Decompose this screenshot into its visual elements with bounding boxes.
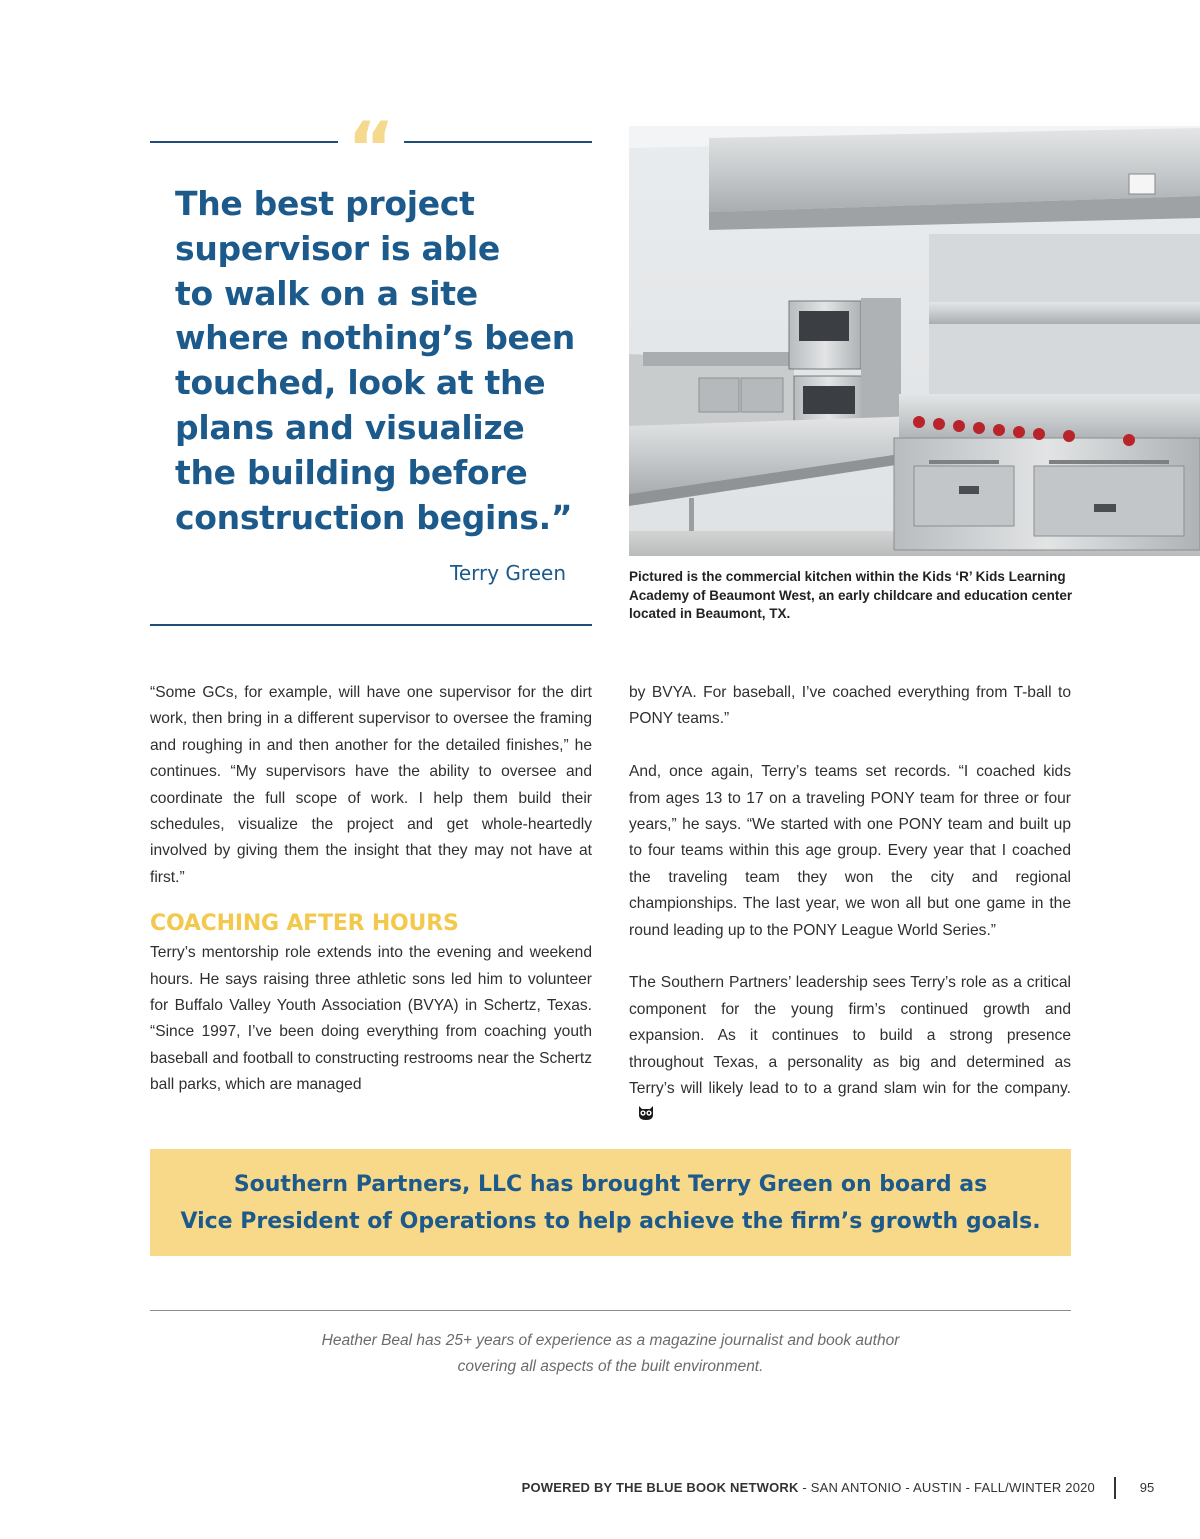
- body-paragraph: And, once again, Terry’s teams set records. “I coached kids from ages 13 to 17 on a traveling PONY team for three or four years,” he says. “We started with one PONY team and built up to four teams within this age group. Every year that I coached the traveling team they won the city and regional championships. The last year, we won all but one game in the round leading up to the PONY League World Series.”: [629, 763, 1071, 939]
- quote-mark-icon: “: [347, 106, 395, 190]
- quote-top-rule-right: [404, 141, 592, 143]
- article-right-column: [629, 680, 1071, 1129]
- article-left-column: [150, 680, 592, 1099]
- page-footer: [300, 1479, 1095, 1497]
- highlight-callout-box: [150, 1149, 1071, 1256]
- footer-divider: [1114, 1477, 1116, 1499]
- body-paragraph: by BVYA. For baseball, I’ve coached everything from T-ball to PONY teams.”: [629, 684, 1071, 728]
- page-number: 95: [1139, 1480, 1155, 1495]
- pull-quote-text: The best project supervisor is able to walk on a site where nothing’s been touched, look at the plans and visualize the building before construction begins.”: [175, 184, 575, 537]
- body-paragraph-text: The Southern Partners’ leadership sees Terry’s role as a critical component for the young firm’s continued growth and expansion. As it continues to build a strong presence throughout Texas, a personality as big and determined as Terry’s will likely lead to to a grand slam win for the company.: [629, 974, 1071, 1098]
- pull-quote-author: Terry Green: [450, 561, 566, 585]
- quote-top-rule-left: [150, 141, 338, 143]
- quote-bottom-rule: [150, 624, 592, 626]
- section-heading: COACHING AFTER HOURS: [150, 911, 459, 937]
- photo-caption: Pictured is the commercial kitchen within the Kids ‘R’ Kids Learning Academy of Beaumont West, an early childcare and education center located in Beaumont, TX.: [629, 569, 1073, 621]
- author-bio: Heather Beal has 25+ years of experience as a magazine journalist and book author covering all aspects of the built environment.: [321, 1332, 900, 1375]
- bio-divider: [150, 1310, 1071, 1311]
- body-paragraph-final: [629, 970, 1071, 1128]
- owl-end-mark-icon: [637, 1105, 655, 1121]
- footer-details: - SAN ANTONIO - AUSTIN - FALL/WINTER 2020: [798, 1480, 1095, 1495]
- body-paragraph: “Some GCs, for example, will have one supervisor for the dirt work, then bring in a different supervisor to oversee the framing and roughing in and then another for the detailed finishes,” he continues. “My supervisors have the ability to oversee and coordinate the full scope of work. I help them build their schedules, visualize the project and get whole-heartedly involved by giving them the insight that they may not have at first.”: [150, 684, 592, 886]
- footer-brand: POWERED BY THE BLUE BOOK NETWORK: [521, 1480, 799, 1495]
- highlight-callout-text: Southern Partners, LLC has brought Terry Green on board as Vice President of Operations to help achieve the firm’s growth goals.: [180, 1171, 1041, 1234]
- body-paragraph: Terry’s mentorship role extends into the evening and weekend hours. He says raising three athletic sons led him to volunteer for Buffalo Valley Youth Association (BVYA) in Schertz, Texas. “Since 1997, I’ve been doing everything from coaching youth baseball and football to constructing restrooms near the Schertz ball parks, which are managed: [150, 944, 592, 1094]
- kitchen-photo: [629, 126, 1200, 556]
